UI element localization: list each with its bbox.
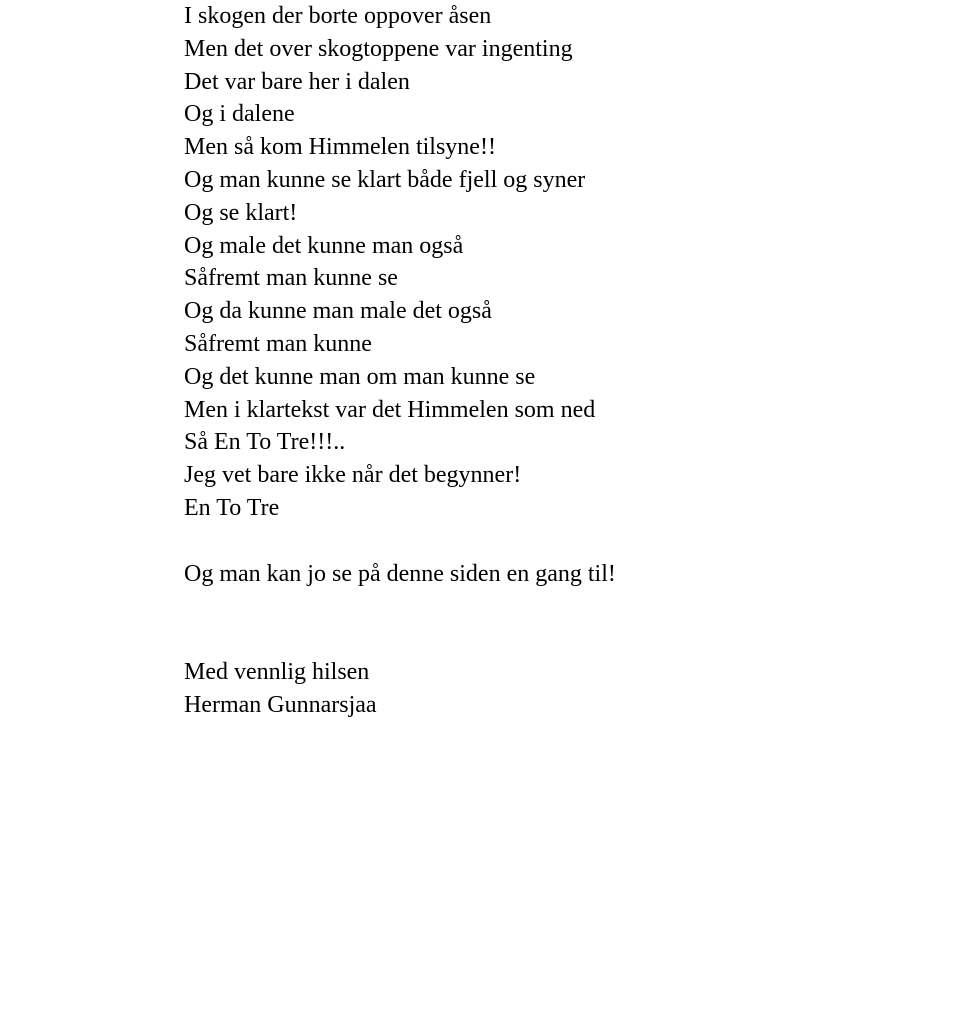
poem-line: Og det kunne man om man kunne se (184, 363, 536, 390)
poem-line: En To Tre (184, 494, 280, 521)
poem-line: Og i dalene (184, 101, 295, 128)
poem-line: Og male det kunne man også (184, 232, 464, 259)
poem-line: Men i klartekst var det Himmelen som ned (184, 396, 596, 423)
poem-line: I skogen der borte oppover åsen (184, 3, 492, 29)
signature-name: Herman Gunnarsjaa (184, 691, 377, 718)
poem-line: Såfremt man kunne (184, 330, 372, 357)
document-page (184, 0, 944, 1024)
poem-line: Men så kom Himmelen tilsyne!! (184, 134, 496, 161)
poem-line: Men det over skogtoppene var ingenting (184, 35, 573, 62)
signature-greeting: Med vennlig hilsen (184, 659, 370, 685)
signature-block (184, 656, 944, 722)
poem-line: Så En To Tre!!!.. (184, 429, 346, 456)
poem-line: Og se klart! (184, 199, 298, 226)
poem-line: Jeg vet bare ikke når det begynner! (184, 462, 522, 489)
closing-paragraph (184, 558, 944, 591)
poem-line: Det var bare her i dalen (184, 68, 410, 95)
poem-line: Såfremt man kunne se (184, 265, 398, 292)
poem-line: Og da kunne man male det også (184, 298, 492, 325)
poem-body (184, 0, 944, 525)
closing-line: Og man kan jo se på denne siden en gang til! (184, 561, 616, 587)
poem-line: Og man kunne se klart både fjell og syner (184, 166, 586, 193)
